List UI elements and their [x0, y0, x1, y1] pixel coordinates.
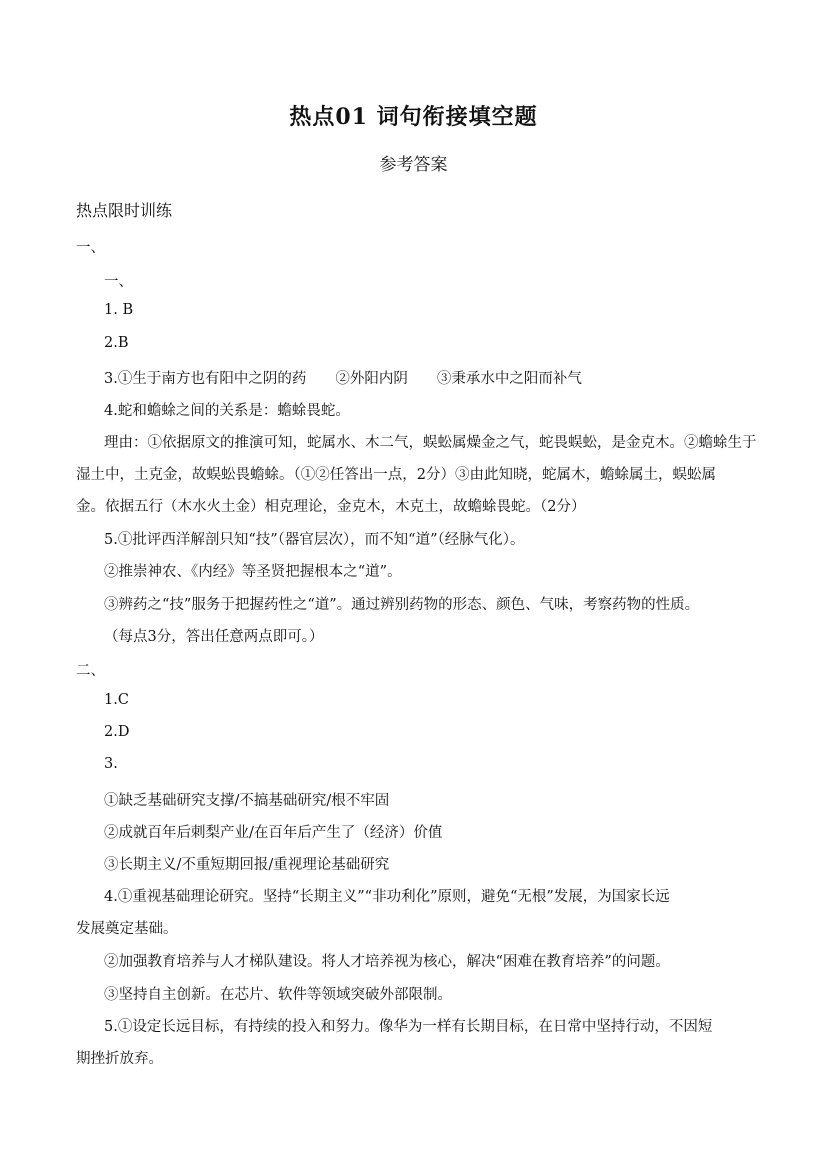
answer-line: 5.①设定长远目标，有持续的投入和努力。像华为一样有长期目标，在日常中坚持行动，不因短 — [104, 1019, 713, 1035]
answer-line: ③坚持自主创新。在芯片、软件等领域突破外部限制。 — [104, 987, 452, 1003]
part-two-heading: 二、 — [76, 663, 105, 679]
answer-line: 4.①重视基础理论研究。坚持“长期主义”“非功利化”原则，避免“无根”发展，为国家长远 — [104, 889, 670, 905]
answer-line: 3. — [104, 756, 118, 772]
answer-line: 湿土中，土克金，故蜈蚣畏蟾蜍。（①②任答出一点，2分）③由此知晓，蛇属木，蟾蜍属土，蜈蚣属 — [76, 467, 716, 483]
answer-line: ②加强教育培养与人才梯队建设。将人才培养视为核心，解决“困难在教育培养”的问题。 — [104, 954, 670, 970]
answer-line: 期挫折放弃。 — [76, 1051, 163, 1067]
answer-line: 金。依据五行（木水火土金）相克理论，金克木，木克土，故蟾蜍畏蛇。（2分） — [76, 499, 586, 515]
sub-heading: 一、 — [104, 274, 133, 290]
answer-line: 1. B — [104, 302, 134, 318]
answer-line: 5.①批评西洋解剖只知“技”（器官层次），而不知“道”（经脉气化）。 — [104, 532, 525, 548]
answer-line: 1.C — [104, 692, 129, 708]
answer-line: 理由：①依据原文的推演可知，蛇属水、木二气，蜈蚣属燥金之气，蛇畏蜈蚣，是金克木。②蟾蜍生于 — [104, 435, 757, 451]
part-one-heading: 一、 — [76, 240, 105, 256]
answer-line: ②成就百年后刺梨产业/在百年后产生了（经济）价值 — [104, 825, 443, 841]
answer-line: ①缺乏基础研究支撑/不搞基础研究/根不牢固 — [104, 793, 390, 809]
answer-line: 4.蛇和蟾蜍之间的关系是：蟾蜍畏蛇。 — [104, 403, 350, 419]
answer-line: ②推崇神农、《内经》等圣贤把握根本之“道”。 — [104, 564, 402, 580]
answer-line: ③长期主义/不重短期回报/重视理论基础研究 — [104, 857, 390, 873]
answer-line: 3.①生于南方也有阳中之阴的药 ②外阳内阴 ③秉承水中之阳而补气 — [104, 371, 582, 387]
answer-line: 2.B — [104, 335, 129, 351]
answer-line: （每点3分，答出任意两点即可。） — [104, 629, 324, 645]
answer-line: 2.D — [104, 724, 130, 740]
answer-line: ③辨药之“技”服务于把握药性之“道”。通过辨别药物的形态、颜色、气味，考察药物的性质。 — [104, 597, 700, 613]
answer-line: 发展奠定基础。 — [76, 921, 178, 937]
document-subtitle: 参考答案 — [379, 155, 448, 175]
section-heading: 热点限时训练 — [76, 201, 173, 220]
document-title: 热点01 词句衔接填空题 — [289, 104, 538, 130]
